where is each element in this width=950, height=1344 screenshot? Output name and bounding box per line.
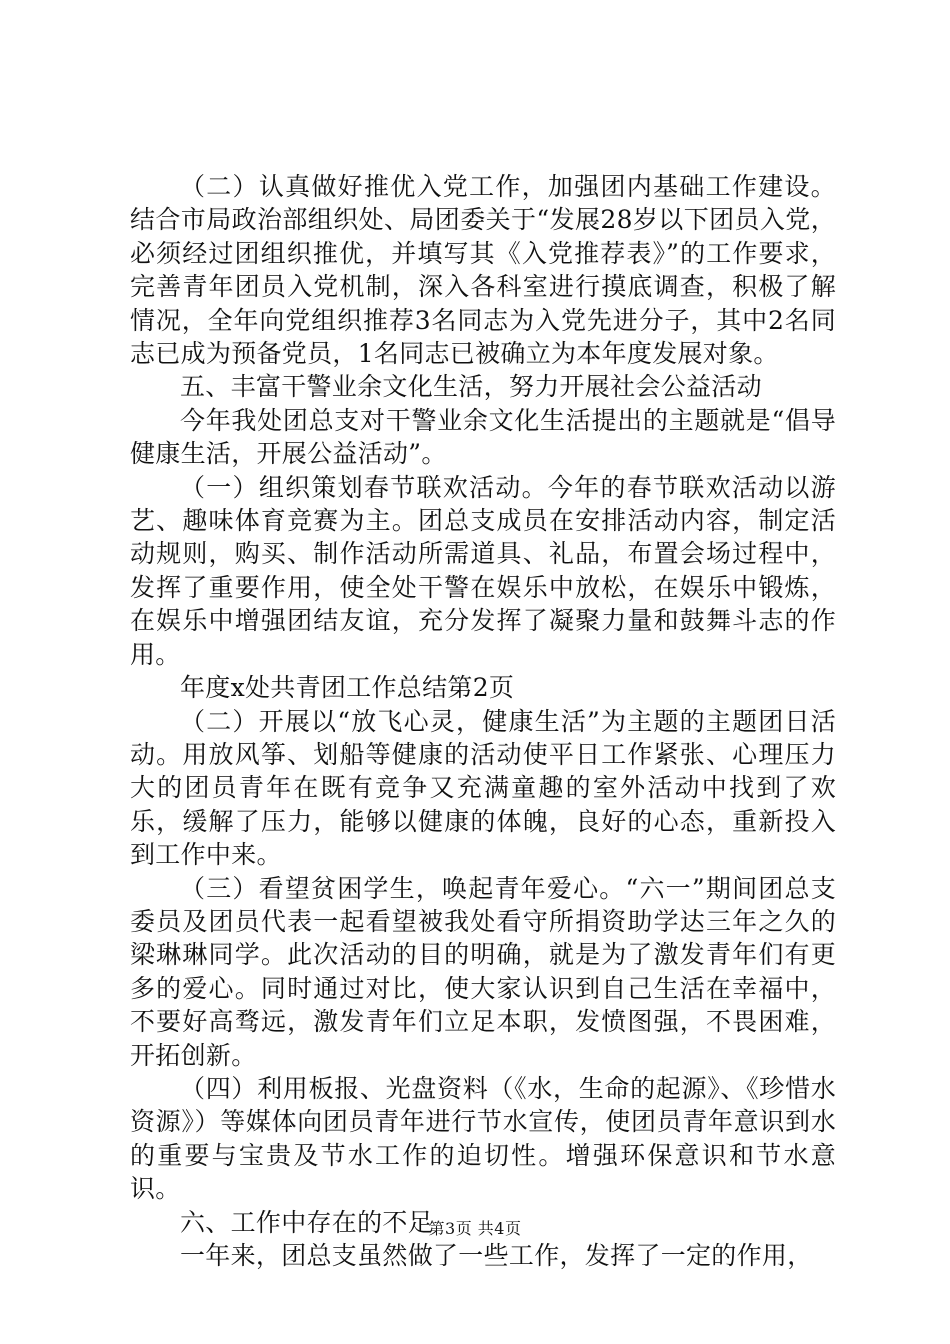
paragraph-theme: 今年我处团总支对干警业余文化生活提出的主题就是“倡导健康生活，开展公益活动”。 — [130, 405, 836, 469]
paragraph-recommend-party: （二）认真做好推优入党工作，加强团内基础工作建设。结合市局政治部组织处、局团委关于“发展28岁以下团员入党，必须经过团组织推优，并填写其《入党推荐表》”的工作要求，完善青年团员入党机制，深入各科室进行摸底调查，积极了解情况，全年向党组织推荐3名同志为入党先进分子，其中2名同志已成为预备党员，1名同志已被确立为本年度发展对象。 — [130, 172, 836, 369]
paragraph-spring-festival: （一）组织策划春节联欢活动。今年的春节联欢活动以游艺、趣味体育竞赛为主。团总支成员在安排活动内容，制定活动规则，购买、制作活动所需道具、礼品，布置会场过程中，发挥了重要作用，使全处干警在娱乐中放松，在娱乐中锻炼，在娱乐中增强团结友谊，充分发挥了凝聚力量和鼓舞斗志的作用。 — [130, 472, 836, 669]
page-footer: 第3页 共4页 — [428, 1219, 522, 1238]
paragraph-visit-students: （三）看望贫困学生，唤起青年爱心。“六一”期间团总支委员及团员代表一起看望被我处看守所捐资助学达三年之久的梁琳琳同学。此次活动的目的明确，就是为了激发青年们有更多的爱心。同时通过对比，使大家认识到自己生活在幸福中，不要好高骛远，激发青年们立足本职，发愤图强，不畏困难，开拓创新。 — [130, 873, 836, 1070]
document-body — [130, 170, 836, 1272]
paragraph-theme-day: （二）开展以“放飞心灵，健康生活”为主题的主题团日活动。用放风筝、划船等健康的活动使平日工作紧张、心理压力大的团员青年在既有竞争又充满童趣的室外活动中找到了欢乐，缓解了压力，能够以健康的体魄，良好的心态，重新投入到工作中来。 — [130, 706, 836, 870]
section-heading-culture: 五、丰富干警业余文化生活，努力开展社会公益活动 — [180, 372, 762, 402]
section-heading-shortcomings: 六、工作中存在的不足 — [180, 1207, 434, 1237]
embedded-page-marker: 年度x处共青团工作总结第2页 — [180, 673, 515, 703]
paragraph-water-saving: （四）利用板报、光盘资料（《水，生命的起源》、《珍惜水资源》）等媒体向团员青年进行节水宣传，使团员青年意识到水的重要与宝贵及节水工作的迫切性。增强环保意识和节水意识。 — [130, 1073, 836, 1204]
paragraph-year-review: 一年来，团总支虽然做了一些工作，发挥了一定的作用， — [180, 1241, 813, 1270]
